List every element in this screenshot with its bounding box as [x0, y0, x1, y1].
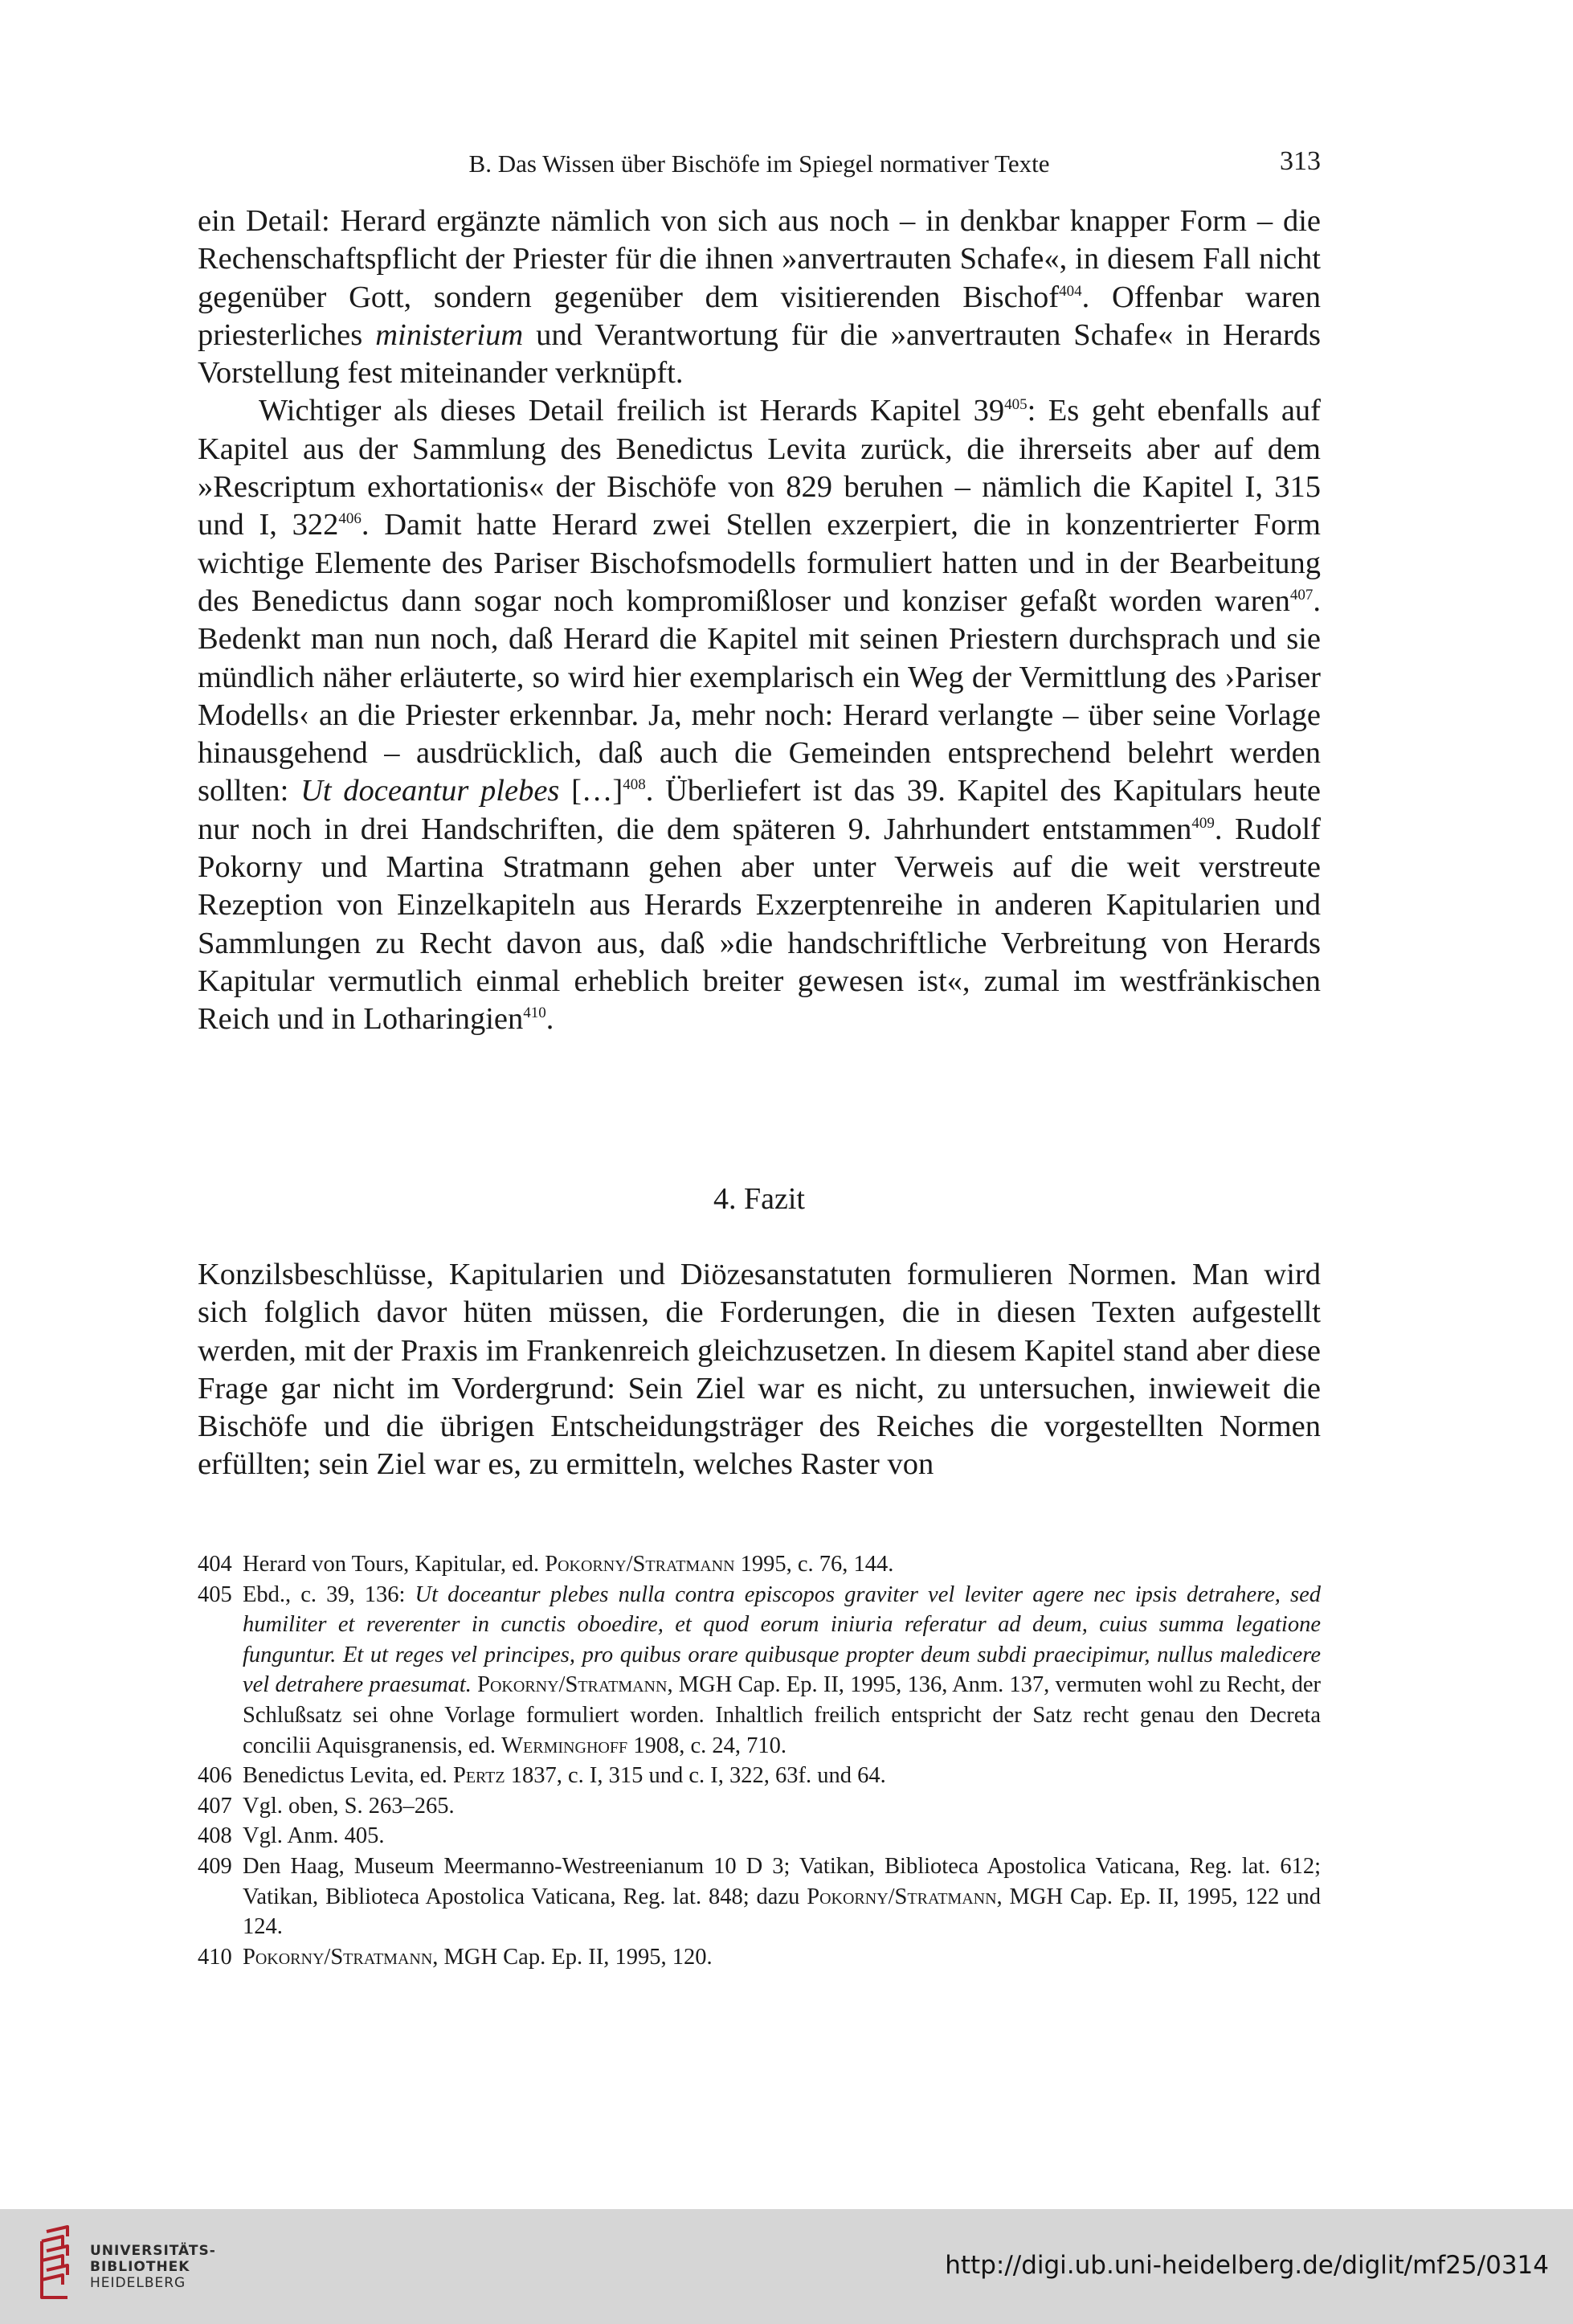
footnote-ref-407[interactable]: 407 [1289, 587, 1314, 604]
footnote-ref-406[interactable]: 406 [338, 510, 362, 528]
paragraph-2: Wichtiger als dieses Detail freilich ist Herards Kapitel 39$^{405}$: Es geht ebenfalls auf Kapitel aus der Sammlung des Benedictus Levita zurück, die ihrerseits aber auf dem »Rescriptum exhortationis« der Bischöfe von 829 beruhen – nämlich die Kapitel I, 315 und I, 322$^{406}$. Damit hatte Herard zwei Stellen exzerpiert, die in konzentrierter Form wichtige Elemente des Pariser Bischofsmodells formuliert hatten und in der Bearbeitung des Benedictus dann sogar noch kompromißloser und konziser gefaßt worden waren$^{407}$. Bedenkt man nun noch, daß Herard die Kapitel mit seinen Priestern durchsprach und sie mündlich näher erläuterte, so wird hier exemplarisch ein Weg der Vermittlung des ›Pariser Modells‹ an die Priester erkennbar. Ja, mehr noch: Herard verlangte – über seine Vorlage hinausgehend – ausdrücklich, daß auch die Gemeinden entsprechend belehrt werden sollten: Ut doceantur plebes […]$^{408}$. Überliefert ist das 39. Kapitel des Kapitulars heute nur noch in drei Handschriften, die dem späteren 9. Jahrhundert entstammen$^{409}$. Rudolf Pokorny und Martina Stratmann gehen aber unter Verweis auf die weit verstreute Rezeption von Einzelkapiteln aus Herards Exzerptenreihe in anderen Kapitularien und Sammlungen zu Recht davon aus, daß »die handschriftliche Verbreitung von Herards Kapitular vermutlich einmal erheblich breiter gewesen ist«, zumal im westfränkischen Reich und in Lotharingien$^{410}$. [198, 394, 1322, 1037]
footnote-ref-404[interactable]: 404 [1059, 282, 1082, 300]
page-header [198, 146, 1321, 186]
footnote-404: 404 Herard von Tours, Kapitular, ed. Pokorny/Stratmann 1995, c. 76, 144. [198, 1552, 894, 1577]
library-logo-text: UNIVERSITÄTS- BIBLIOTHEK HEIDELBERG [90, 2243, 216, 2291]
paragraph-3: Konzilsbeschlüsse, Kapitularien und Diözesanstatuten formulieren Normen. Man wird sich folglich davor hüten müssen, die Forderungen, die in diesen Texten aufgestellt werden, mit der Praxis im Frankenreich gleichzusetzen. In diesem Kapitel stand aber diese Frage gar nicht im Vordergrund: Sein Ziel war es nicht, zu untersuchen, inwieweit die Bischöfe und die übrigen Entscheidungsträger des Reiches die vorgestellten Normen erfüllten; sein Ziel war es, zu ermitteln, welches Raster von [198, 1258, 1321, 1482]
footnote-ref-410[interactable]: 410 [523, 1004, 546, 1022]
footnote-407: 407 Vgl. oben, S. 263–265. [198, 1793, 455, 1819]
footnote-410: 410 Pokorny/Stratmann, MGH Cap. Ep. II, 1995, 120. [198, 1944, 713, 1970]
footnote-405: 405 Ebd., c. 39, 136: Ut doceantur plebes nulla contra episcopos graviter vel leviter agere nec ipsis detrahere, sed humiliter et reverenter in cunctis oboedire, et quod eorum iniuria referatur ad deum, cuius summa legatione funguntur. Et ut reges vel principes, pro quibus orare quibusque propter deum subdi praecipimur, nullus maledicere vel detrahere praesumat. Pokorny/Stratmann, MGH Cap. Ep. II, 1995, 136, Anm. 137, vermuten wohl zu Recht, der Schlußsatz sei ohne Vorlage formuliert worden. Inhaltlich freilich entspricht der Satz recht genau den Decreta concilii Aquisgranensis, ed. Werminghoff 1908, c. 24, 710. [198, 1581, 1322, 1758]
footnote-ref-409[interactable]: 409 [1191, 814, 1215, 832]
page-number: 313 [1280, 146, 1321, 176]
body-text-lower [198, 1256, 1321, 1484]
footnote-406: 406 Benedictus Levita, ed. Pertz 1837, c. I, 315 und c. I, 322, 63f. und 64. [198, 1763, 886, 1789]
library-logo-icon [35, 2224, 80, 2301]
section-heading: 4. Fazit [713, 1182, 805, 1216]
footnote-ref-405[interactable]: 405 [1004, 396, 1028, 414]
footnote-ref-408[interactable]: 408 [623, 776, 646, 794]
running-head: B. Das Wissen über Bischöfe im Spiegel normativer Texte [468, 149, 1050, 178]
footer-bar [0, 2209, 1573, 2324]
footnote-408: 408 Vgl. Anm. 405. [198, 1823, 385, 1849]
source-url-link[interactable]: http://digi.ub.uni-heidelberg.de/diglit/mf25/0314 [945, 2251, 1549, 2280]
footnotes [198, 1549, 1321, 1972]
body-text-upper [198, 203, 1321, 1039]
paragraph-1: ein Detail: Herard ergänzte nämlich von sich aus noch – in denkbar knapper Form – die Rechenschaftspflicht der Priester für die ihnen »anvertrauten Schafe«, in diesem Fall nicht gegenüber Gott, sondern gegenüber dem visitierenden Bischof$^{404}$. Offenbar waren priesterliches ministerium und Verantwortung für die »anvertrauten Schafe« in Herards Vorstellung fest miteinander verknüpft. [198, 204, 1321, 391]
footnote-409: 409 Den Haag, Museum Meermanno-Westreenianum 10 D 3; Vatikan, Biblioteca Apostolica Vaticana, Reg. lat. 612; Vatikan, Biblioteca Apostolica Vaticana, Reg. lat. 848; dazu Pokorny/Stratmann, MGH Cap. Ep. II, 1995, 122 und 124. [198, 1853, 1321, 1940]
